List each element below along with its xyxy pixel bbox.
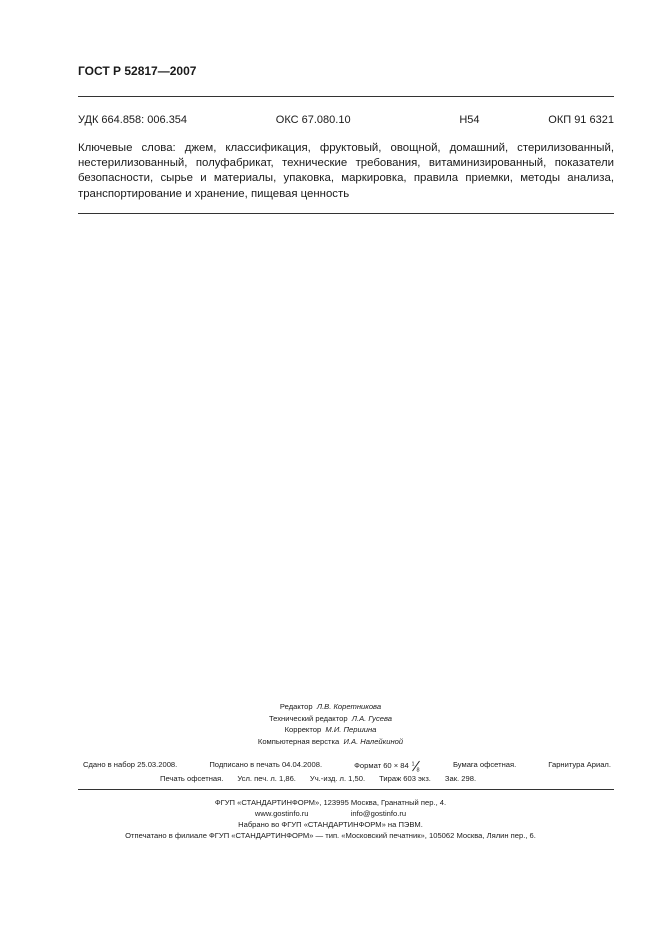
publisher-contacts (0, 808, 661, 819)
corrector-label: Корректор (284, 725, 322, 734)
layout-name: И.А. Налейкиной (343, 736, 404, 746)
editor-line (0, 701, 661, 713)
print-order: Зак. 298. (444, 774, 477, 783)
print-typeface: Гарнитура Ариал. (548, 760, 611, 769)
layout-line (0, 736, 661, 748)
publisher-block (0, 797, 661, 841)
credits-block (0, 701, 661, 747)
oks-code: ОКС 67.080.10 (275, 114, 351, 126)
keywords-divider (78, 213, 614, 214)
publisher-address: ФГУП «СТАНДАРТИНФОРМ», 123995 Москва, Гранатный пер., 4. (214, 798, 447, 807)
tech-editor-label: Технический редактор (268, 713, 348, 723)
fraction-one-eighth (411, 760, 421, 770)
typeset-note: Набрано во ФГУП «СТАНДАРТИНФОРМ» на ПЭВМ. (238, 820, 423, 829)
printed-note: Отпечатано в филиале ФГУП «СТАНДАРТИНФОРМ» — тип. «Московский печатник», 105062 Москва, Лялин пер., 6. (125, 831, 536, 840)
fraction-denominator: 8 (416, 767, 420, 772)
print-method: Печать офсетная. (160, 774, 224, 783)
print-info-line-2 (160, 774, 476, 783)
publisher-website: www.gostinfo.ru (254, 809, 309, 818)
top-divider (78, 96, 614, 97)
corrector-line (0, 724, 661, 736)
print-sheets: Усл. печ. л. 1,86. (237, 774, 296, 783)
print-signed: Подписано в печать 04.04.2008. (209, 760, 323, 769)
n-code: Н54 (459, 114, 480, 126)
publisher-divider (78, 789, 614, 790)
classification-codes (78, 114, 614, 126)
layout-label: Компьютерная верстка (257, 736, 340, 746)
editor-label: Редактор (279, 702, 313, 711)
tech-editor-line (0, 713, 661, 725)
print-format (354, 760, 421, 770)
print-pub-sheets: Уч.-изд. л. 1,50. (309, 774, 366, 783)
print-paper: Бумага офсетная. (452, 760, 517, 769)
print-info-line-1 (83, 760, 611, 770)
print-submitted: Сдано в набор 25.03.2008. (83, 760, 178, 769)
print-run: Тираж 603 экз. (379, 774, 431, 783)
fraction-numerator: 1 (411, 761, 415, 768)
document-id: ГОСТ Р 52817—2007 (78, 64, 197, 78)
editor-name: Л.В. Коретникова (316, 702, 382, 711)
print-format-text: Формат 60 × 84 (354, 761, 409, 770)
tech-editor-name: Л.А. Гусева (351, 713, 393, 723)
publisher-email: info@gostinfo.ru (350, 809, 407, 818)
udk-code: УДК 664.858: 006.354 (78, 114, 188, 126)
okp-code: ОКП 91 6321 (548, 114, 614, 126)
keywords-paragraph: Ключевые слова: джем, классификация, фруктовый, овощной, домашний, стерилизованный, нестерилизованный, полуфабрикат, технические требования, витаминизированный, показатели безопасности, сырье и материалы, упаковка, маркировка, правила приемки, методы анализа, транспортирование и хранение, пищевая ценность (78, 142, 614, 200)
corrector-name: М.И. Першина (325, 725, 377, 734)
